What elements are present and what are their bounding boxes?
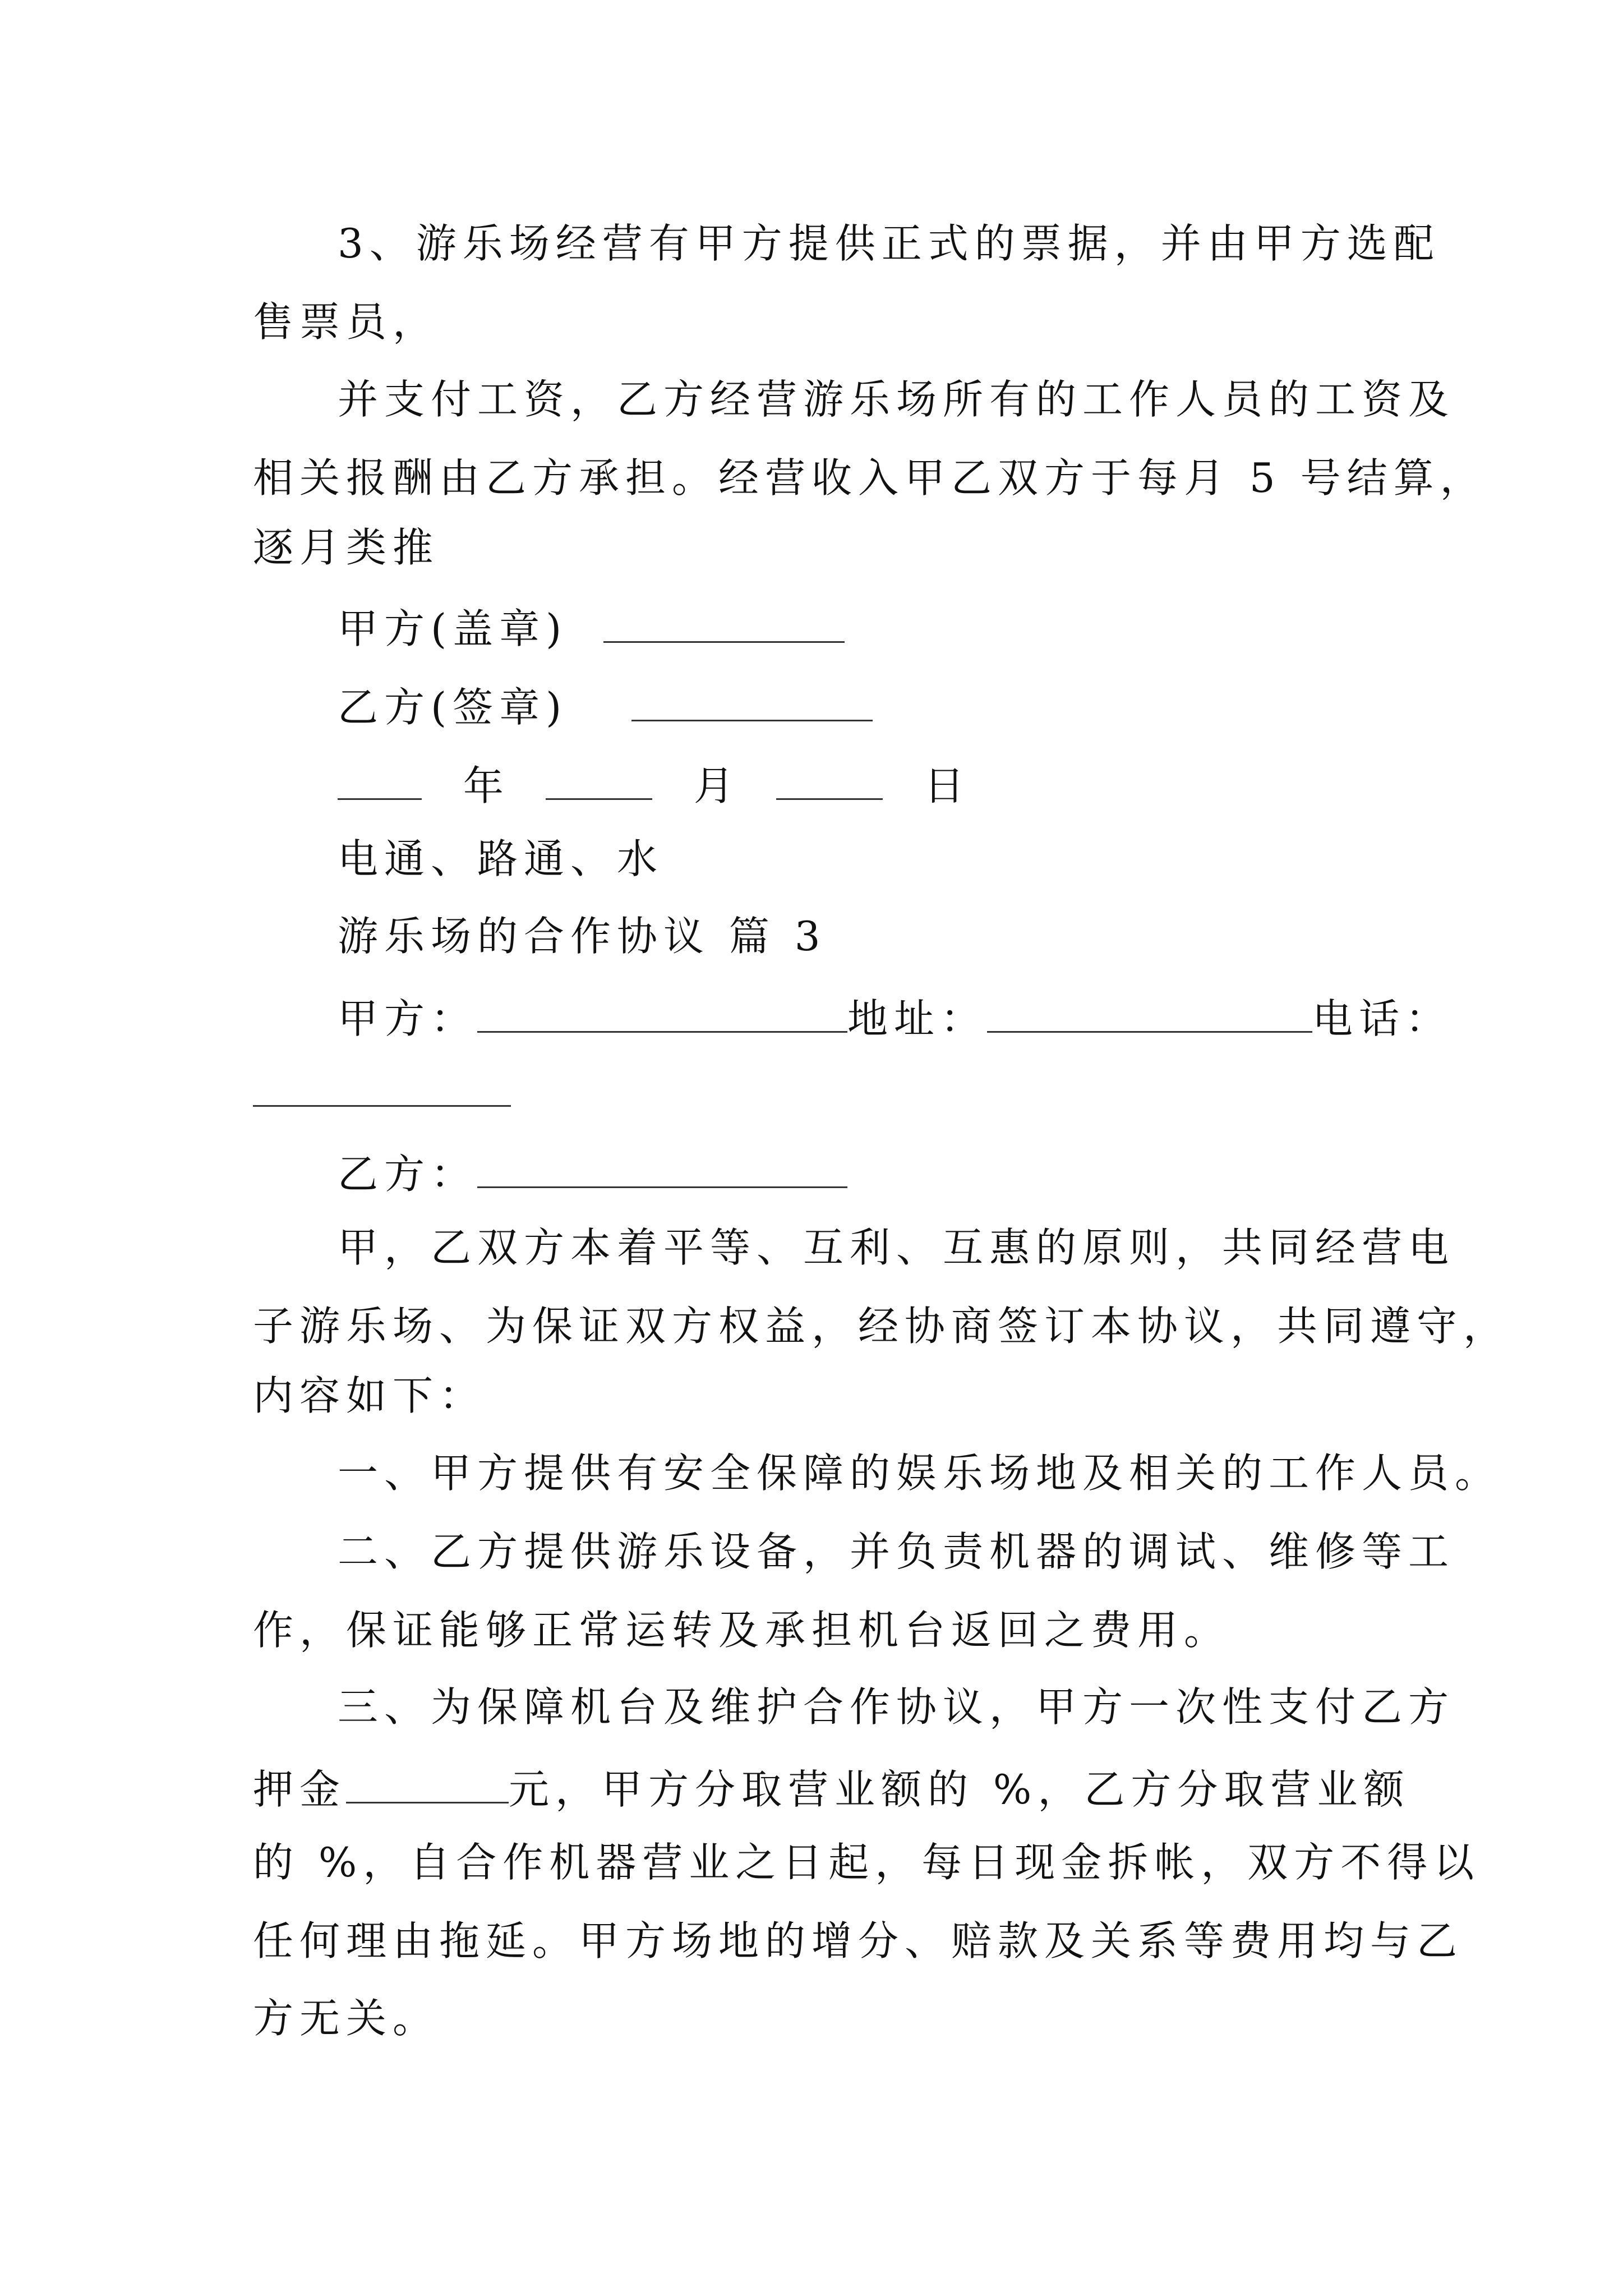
paragraph-line: 售票员， [253, 298, 440, 346]
signature-line-party-b [338, 683, 873, 731]
clause-line-deposit [253, 1765, 1410, 1813]
section-heading: 游乐场的合作协议 篇 3 [338, 913, 827, 960]
deposit-text: 元，甲方分取营业额的 %，乙方分取营业额 [509, 1765, 1410, 1813]
day-blank [776, 762, 883, 800]
paragraph-line: 内容如下： [253, 1372, 486, 1419]
clause-line: 三、为保障机台及维护合作协议，甲方一次性支付乙方 [338, 1683, 1455, 1731]
paragraph-line: 3、游乐场经营有甲方提供正式的票据，并由甲方选配 [338, 220, 1440, 267]
paragraph-line: 逐月类推 [253, 524, 440, 571]
party-b-info-line [338, 1150, 847, 1198]
paragraph-line: 电通、路通、水 [338, 835, 664, 882]
party-a-blank [477, 995, 847, 1033]
paragraph-line: 相关报酬由乙方承担。经营收入甲乙双方于每月 5 号结算， [253, 454, 1487, 501]
month-label: 月 [693, 762, 740, 809]
address-blank [987, 995, 1312, 1033]
document-page [253, 0, 1510, 2296]
signature-label: 乙方(签章) [338, 683, 568, 731]
party-a-label: 甲方： [338, 995, 478, 1042]
date-line [338, 762, 971, 809]
clause-line: 的 %，自合作机器营业之日起，每日现金拆帐，双方不得以 [253, 1839, 1481, 1886]
signature-label: 甲方(盖章) [338, 605, 568, 652]
paragraph-line: 子游乐场、为保证双方权益，经协商签订本协议，共同遵守， [253, 1303, 1510, 1350]
clause-line: 任何理由拖延。甲方场地的增分、赔款及关系等费用均与乙 [253, 1917, 1464, 1964]
clause-line: 一、甲方提供有安全保障的娱乐场地及相关的工作人员。 [338, 1450, 1502, 1497]
phone-label: 电话： [1312, 995, 1453, 1042]
signature-line-party-a [338, 605, 845, 652]
clause-line: 作，保证能够正常运转及承担机台返回之费用。 [253, 1607, 1231, 1654]
party-b-blank [477, 1150, 847, 1188]
party-b-label: 乙方： [338, 1150, 478, 1198]
signature-blank [603, 605, 845, 643]
party-a-info-line [338, 995, 1453, 1042]
day-label: 日 [924, 762, 971, 809]
year-blank [338, 762, 422, 800]
phone-blank [253, 1069, 511, 1107]
paragraph-line: 甲，乙双方本着平等、互利、互惠的原则，共同经营电 [338, 1224, 1455, 1271]
month-blank [546, 762, 652, 800]
paragraph-line: 并支付工资，乙方经营游乐场所有的工作人员的工资及 [338, 376, 1455, 423]
clause-line: 二、乙方提供游乐设备，并负责机器的调试、维修等工 [338, 1528, 1455, 1575]
phone-blank-line [253, 1069, 511, 1113]
signature-blank [631, 683, 873, 721]
deposit-label: 押金 [253, 1765, 347, 1813]
year-label: 年 [463, 762, 510, 809]
deposit-blank [346, 1765, 509, 1803]
address-label: 地址： [847, 995, 988, 1042]
clause-line: 方无关。 [253, 1995, 440, 2042]
